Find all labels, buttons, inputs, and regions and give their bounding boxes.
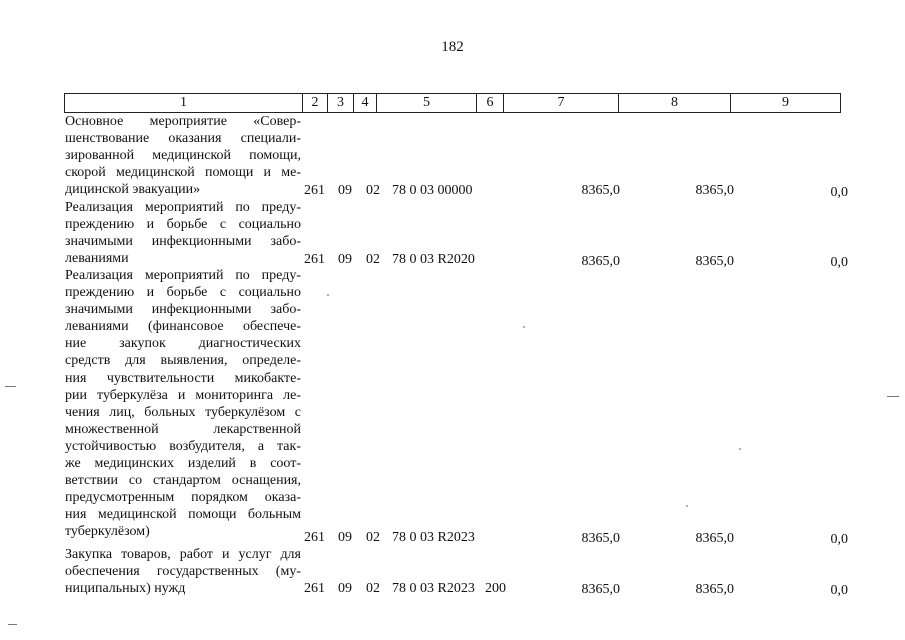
cell-executed: 8365,0 bbox=[695, 531, 734, 546]
cell-code: 261 bbox=[304, 530, 325, 545]
cell-target: 78 0 03 R2023 bbox=[392, 581, 475, 596]
column-header-9: 9 bbox=[731, 94, 841, 113]
cell-target: 78 0 03 00000 bbox=[392, 183, 473, 198]
description-line: леваниями bbox=[65, 251, 129, 267]
cell-code: 261 bbox=[304, 183, 325, 198]
description-line: скорой медицинской помощи и ме- bbox=[65, 165, 301, 181]
description-line: туберкулёзом) bbox=[65, 524, 150, 540]
cell-diff: 0,0 bbox=[830, 532, 848, 547]
cell-section: 09 bbox=[338, 581, 352, 596]
scan-artifact bbox=[686, 505, 688, 507]
column-header-4: 4 bbox=[354, 94, 377, 113]
cell-plan: 8365,0 bbox=[581, 183, 620, 198]
cell-section: 09 bbox=[338, 530, 352, 545]
table-row-description bbox=[65, 546, 301, 597]
description-line: Основное мероприятие «Совер- bbox=[65, 114, 301, 129]
table-row-description bbox=[65, 267, 301, 541]
cell-plan: 8365,0 bbox=[581, 254, 620, 269]
description-line: преждению и борьбе с социально bbox=[65, 217, 301, 233]
description-line: средств для выявления, определе- bbox=[65, 353, 301, 369]
cell-diff: 0,0 bbox=[830, 185, 848, 200]
table-row-description bbox=[65, 199, 301, 267]
cell-diff: 0,0 bbox=[830, 583, 848, 598]
description-line: же медицинских изделий в соот- bbox=[65, 456, 301, 472]
description-line: ния медицинской помощи больным bbox=[65, 507, 301, 523]
scan-artifact bbox=[327, 294, 329, 296]
description-line: дицинской эвакуации» bbox=[65, 182, 201, 198]
cell-section: 09 bbox=[338, 252, 352, 267]
column-header-table bbox=[64, 93, 841, 113]
description-line: обеспечения государственных (му- bbox=[65, 564, 301, 580]
description-line: ние закупок диагностических bbox=[65, 336, 301, 352]
description-line: Реализация мероприятий по преду- bbox=[65, 200, 301, 215]
description-line: устойчивостью возбудителя, а так- bbox=[65, 438, 301, 454]
description-line: зированной медицинской помощи, bbox=[65, 148, 301, 164]
page-number: 182 bbox=[441, 39, 464, 55]
cell-plan: 8365,0 bbox=[581, 531, 620, 546]
cell-target: 78 0 03 R2020 bbox=[392, 252, 475, 267]
cell-diff: 0,0 bbox=[830, 255, 848, 270]
column-header-5: 5 bbox=[377, 94, 477, 113]
description-line: шенствование оказания специали- bbox=[65, 131, 301, 147]
cell-code: 261 bbox=[304, 252, 325, 267]
column-header-1: 1 bbox=[65, 94, 303, 113]
cell-subsection: 02 bbox=[366, 183, 380, 198]
cell-executed: 8365,0 bbox=[695, 254, 734, 269]
cell-type: 200 bbox=[485, 581, 506, 596]
description-line: леваниями (финансовое обеспече- bbox=[65, 319, 301, 335]
description-line: значимыми инфекционными забо- bbox=[65, 234, 301, 250]
cell-executed: 8365,0 bbox=[695, 582, 734, 597]
cell-section: 09 bbox=[338, 183, 352, 198]
description-line: Закупка товаров, работ и услуг для bbox=[65, 547, 301, 562]
column-header-row bbox=[65, 94, 841, 113]
scan-artifact bbox=[5, 386, 16, 387]
description-line: множественной лекарственной bbox=[65, 421, 301, 437]
cell-target: 78 0 03 R2023 bbox=[392, 530, 475, 545]
description-line: рии туберкулёза и мониторинга ле- bbox=[65, 387, 301, 403]
cell-subsection: 02 bbox=[366, 530, 380, 545]
scan-artifact bbox=[887, 396, 899, 397]
cell-subsection: 02 bbox=[366, 581, 380, 596]
cell-executed: 8365,0 bbox=[695, 183, 734, 198]
column-header-7: 7 bbox=[504, 94, 619, 113]
description-line: ния чувствительности микобакте- bbox=[65, 370, 301, 386]
description-line: чения лиц, больных туберкулёзом с bbox=[65, 404, 301, 420]
column-header-3: 3 bbox=[328, 94, 354, 113]
column-header-6: 6 bbox=[477, 94, 504, 113]
cell-code: 261 bbox=[304, 581, 325, 596]
cell-subsection: 02 bbox=[366, 252, 380, 267]
description-line: преждению и борьбе с социально bbox=[65, 285, 301, 301]
description-line: Реализация мероприятий по преду- bbox=[65, 268, 301, 283]
description-line: ветствии со стандартом оснащения, bbox=[65, 473, 301, 489]
cell-plan: 8365,0 bbox=[581, 582, 620, 597]
table-row-description bbox=[65, 113, 301, 198]
scan-artifact bbox=[739, 448, 741, 450]
column-header-2: 2 bbox=[303, 94, 328, 113]
scan-artifact bbox=[8, 624, 17, 625]
description-line: ниципальных) нужд bbox=[65, 581, 186, 597]
description-line: значимыми инфекционными забо- bbox=[65, 302, 301, 318]
column-header-8: 8 bbox=[619, 94, 731, 113]
description-line: предусмотренным порядком оказа- bbox=[65, 490, 301, 506]
scan-artifact bbox=[523, 326, 525, 328]
